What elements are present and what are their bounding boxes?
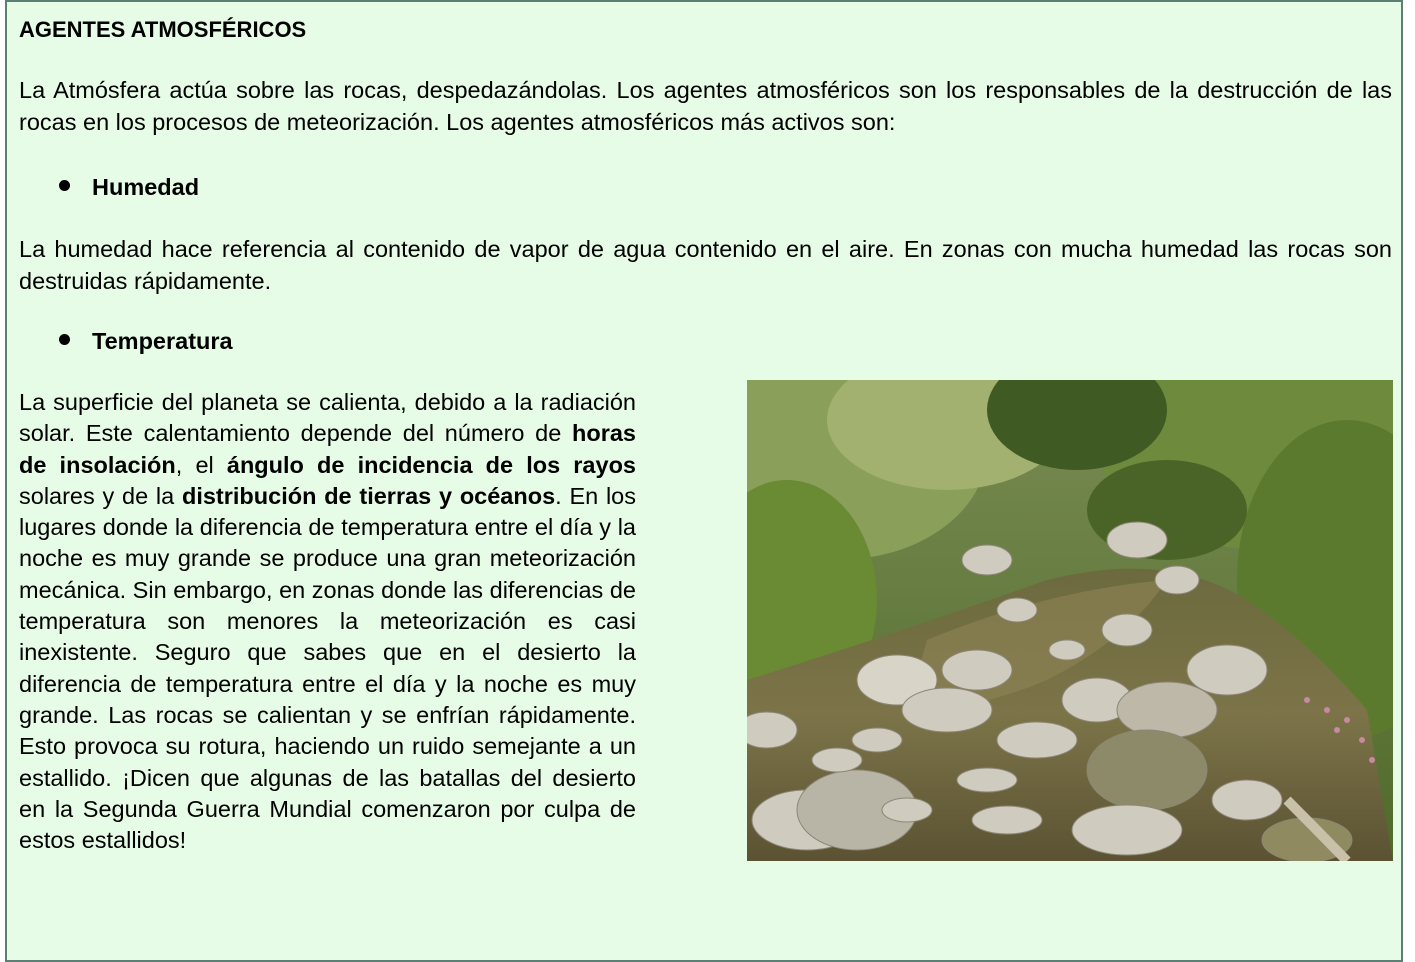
text-run: La superficie del planeta se calienta, debido a la radiación solar. Este calentamiento depende del número de [19, 389, 636, 447]
text-run: , el [175, 451, 227, 478]
humedad-paragraph: La humedad hace referencia al contenido de vapor de agua contenido en el aire. En zonas con mucha humedad las rocas son destruidas rápidamente. [19, 236, 1392, 294]
bold-horas-insolacion: horas de insolación [19, 420, 636, 478]
text-run: solares y de la [19, 482, 182, 509]
page-title: AGENTES ATMOSFÉRICOS [19, 17, 307, 42]
text-run: . En los lugares donde la diferencia de temperatura entre el día y la noche es muy grande se produce una gran meteorización mecánica. Sin embargo, en zonas donde las diferencias de temperatura son menores la meteorización es casi inexistente. Seguro que sabes que en el desierto la diferencia de temperatura entre el día y la noche es muy grande. Las rocas se calientan y se enfrían rápidamente. Esto provoca su rotura, haciendo un ruido semejante a un estallido. ¡Dicen que algunas de las batallas del desierto en la Segunda Guerra Mundial comenzaron por culpa de estos estallidos! [19, 482, 636, 854]
bold-distribucion-tierras: distribución de tierras y océanos [181, 482, 556, 509]
temperatura-paragraph [19, 387, 636, 856]
bullet-humedad [59, 172, 199, 202]
intro-paragraph: La Atmósfera actúa sobre las rocas, despedazándolas. Los agentes atmosféricos son los responsables de la destrucción de las rocas en los procesos de meteorización. Los agentes atmosféricos más activos son: [19, 77, 1392, 135]
bullet-temperatura [59, 326, 233, 356]
content-panel [5, 0, 1403, 962]
bullet-dot-icon [59, 180, 70, 191]
bullet-label-temperatura: Temperatura [92, 328, 233, 354]
river-rocks-photo [747, 380, 1393, 861]
bullet-dot-icon [59, 334, 70, 345]
bold-angulo-incidencia: ángulo de incidencia de los rayos [226, 451, 636, 478]
bullet-label-humedad: Humedad [92, 174, 200, 200]
